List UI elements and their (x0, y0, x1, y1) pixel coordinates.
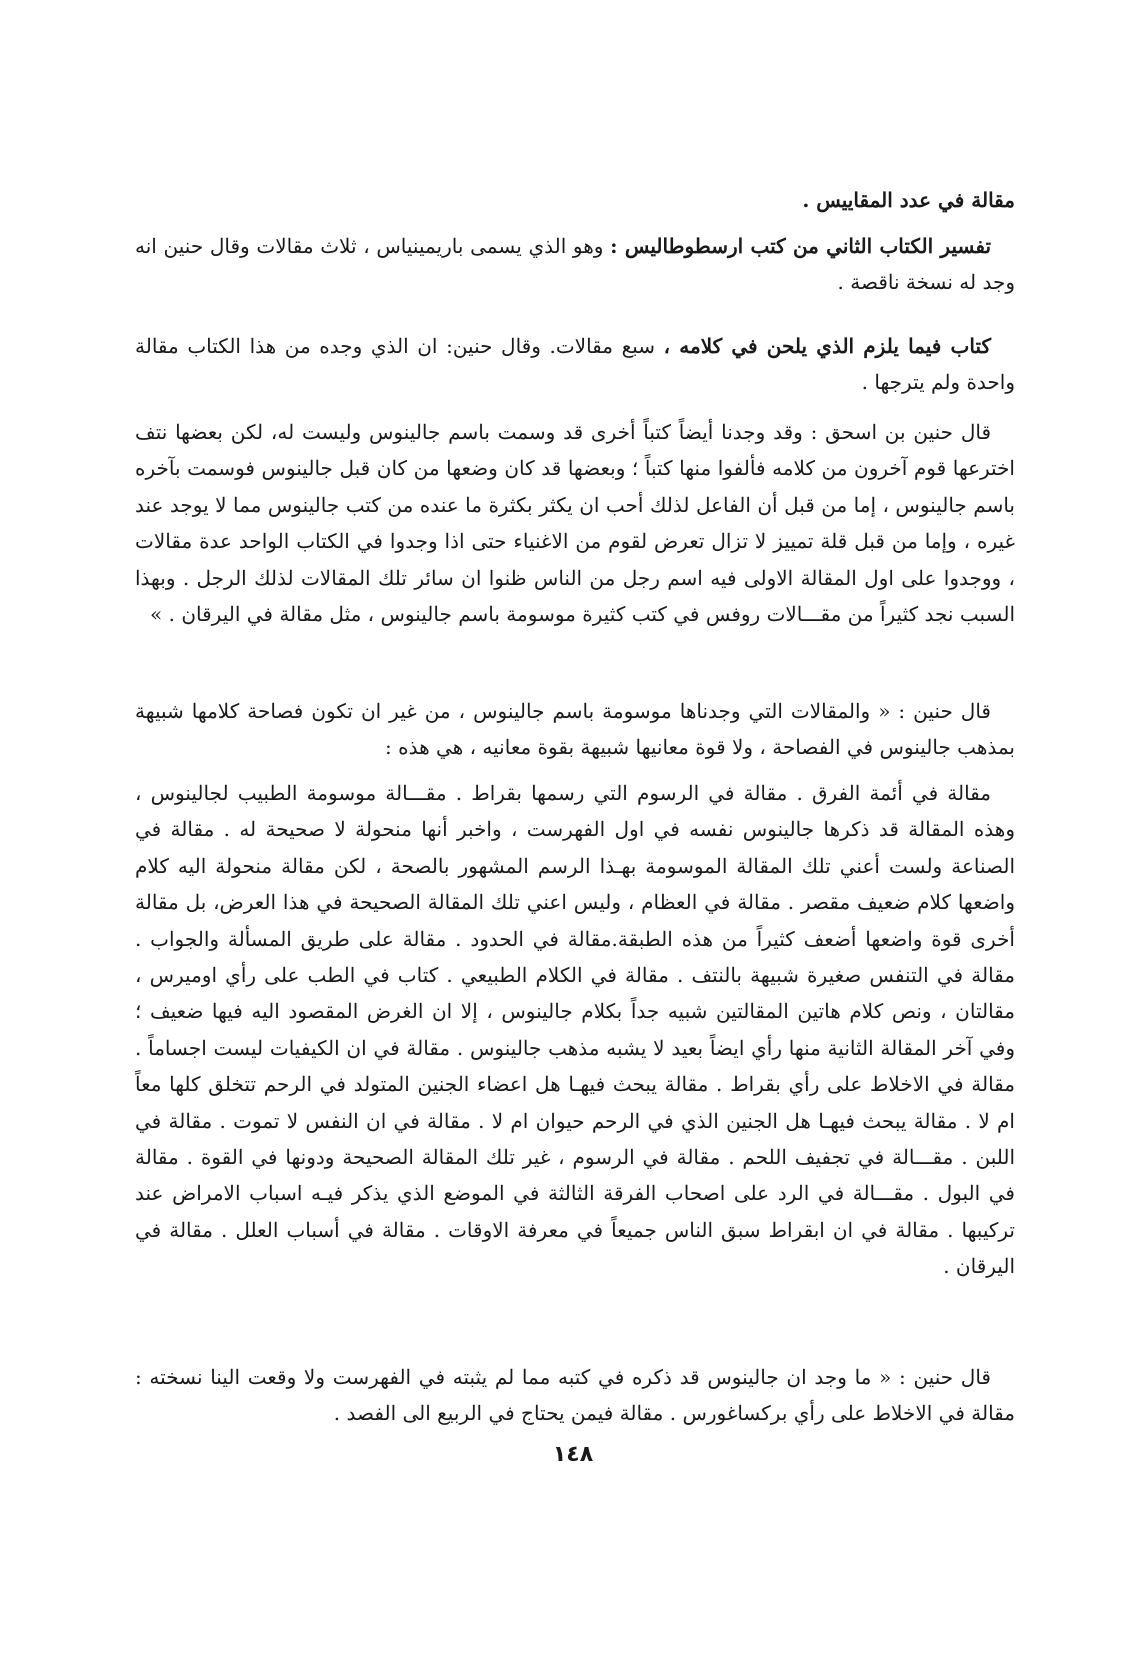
paragraph-hunayn-spurious-books (135, 414, 1015, 632)
paragraph-hunayn-attributed-treatises (135, 693, 1015, 766)
paragraph-lead: تفسير الكتاب الثاني من كتب ارسطوطاليس : (610, 234, 992, 258)
paragraph-body: قال حنين : « والمقالات التي وجدناها موسومة باسم جالينوس ، من غير ان تكون فصاحة كلامها شبيهة بمذهب جالينوس في الفصاحة ، ولا قوة معانيها شبيهة بقوة معانيه ، هي هذه : (135, 699, 1015, 760)
paragraph-text (135, 328, 1015, 401)
paragraph-text (135, 228, 1015, 301)
heading-treatise-count-of-measures (135, 182, 1015, 218)
paragraph-body: مقالة في أئمة الفرق . مقالة في الرسوم التي رسمها بقراط . مقـــالة موسومة الطبيب لجالينوس ، وهذه المقالة قد ذكرها جالينوس نفسه في اول الفهرست ، واخبر أنها منحولة لا صحيحة له . مقالة في الصناعة ولست أعني تلك المقالة الموسومة بهـذا الرسم المشهور بالصحة ، لكن مقالة منحولة اليه كلام واضعها كلام ضعيف مقصر . مقالة في العظام ، وليس اعني تلك المقالة الصحيحة في هذا العرض، بل مقالة أخرى قوة واضعها أضعف كثيراً من هذه الطبقة.مقالة في الحدود . مقالة على طريق المسألة والجواب . مقالة في التنفس صغيرة شبيهة بالنتف . مقالة في الكلام الطبيعي . كتاب في الطب على رأي اوميرس ، مقالتان ، ونص كلام هاتين المقالتين شبيه جداً بكلام جالينوس ، إلا ان الغرض المقصود اليه فيها ضعيف ؛ وفي آخر المقالة الثانية منها رأي ايضاً بعيد لا يشبه مذهب جالينوس . مقالة في ان الكيفيات ليست اجساماً . مقالة في الاخلاط على رأي بقراط . مقالة يبحث فيهـا هل اعضاء الجنين المتولد في الرحم تتخلق كلها معاً ام لا . مقالة يبحث فيهـا هل الجنين الذي في الرحم حيوان ام لا . مقالة في ان النفس لا تموت . مقالة في اللبن . مقـــالة في تجفيف اللحم . مقالة في الرسوم ، غير تلك المقالة الصحيحة ودونها في القوة . مقالة في البول . مقـــالة في الرد على اصحاب الفرقة الثالثة في الموضع الذي يذكر فيـه اسباب الامراض عند تركيبها . مقالة في ان ابقراط سبق الناس جميعاً في معرفة الاوقات . مقالة في أسباب العلل . مقالة في اليرقان . (135, 781, 1015, 1279)
paragraph-body: سبع مقالات. وقال حنين: ان الذي وجده من هذا الكتاب مقالة واحدة ولم يترجها . (135, 334, 1015, 395)
page-number: ١٤٨ (552, 1442, 594, 1467)
paragraph-body: قال حنين بن اسحق : وقد وجدنا أيضاً كتباً أخرى قد وسمت باسم جالينوس وليست له، لكن بعضها نتف اخترعها قوم آخرون من كلامه فألفوا منها كتباً ؛ وبعضها قد كان وضعها من كان قبل جالينوس فوسمت بآخره باسم جالينوس ، إما من قبل أن الفاعل لذلك أحب ان يكثر بكثرة ما عنده من كتب جالينوس مما لا يوجد عند غيره ، وإما من قبل قلة تمييز لا تزال تعرض لقوم من الاغنياء حتى اذا وجدوا في الكتاب الواحد عدة مقالات ، ووجدوا على اول المقالة الاولى فيه اسم رجل من الناس ظنوا ان سائر تلك المقالات لذلك الرجل . وبهذا السبب نجد كثيراً من مقـــالات روفس في كتب كثيرة موسومة باسم جالينوس ، مثل مقالة في اليرقان . » (135, 420, 1015, 627)
paragraph-treatise-list (135, 775, 1015, 1285)
paragraph-lead: كتاب فيما يلزم الذي يلحن في كلامه ، (663, 334, 992, 358)
paragraph-body: وهو الذي يسمى باريمينياس ، ثلاث مقالات وقال حنين انه وجد له نسخة ناقصة . (135, 234, 1015, 295)
paragraph-speech-errors-book (135, 328, 1015, 401)
paragraph-body: قال حنين : « ما وجد ان جالينوس قد ذكره في كتبه مما لم يثبته في الفهرست ولا وقعت الينا نسخته : مقالة في الاخلاط على رأي بركساغورس . مقالة فيمن يحتاج في الربيع الى الفصد . (135, 1365, 1015, 1426)
title-text: مقالة في عدد المقاييس . (802, 188, 1015, 212)
paragraph-aristotle-commentary (135, 228, 1015, 301)
paragraph-hunayn-unlisted-works (135, 1359, 1015, 1432)
